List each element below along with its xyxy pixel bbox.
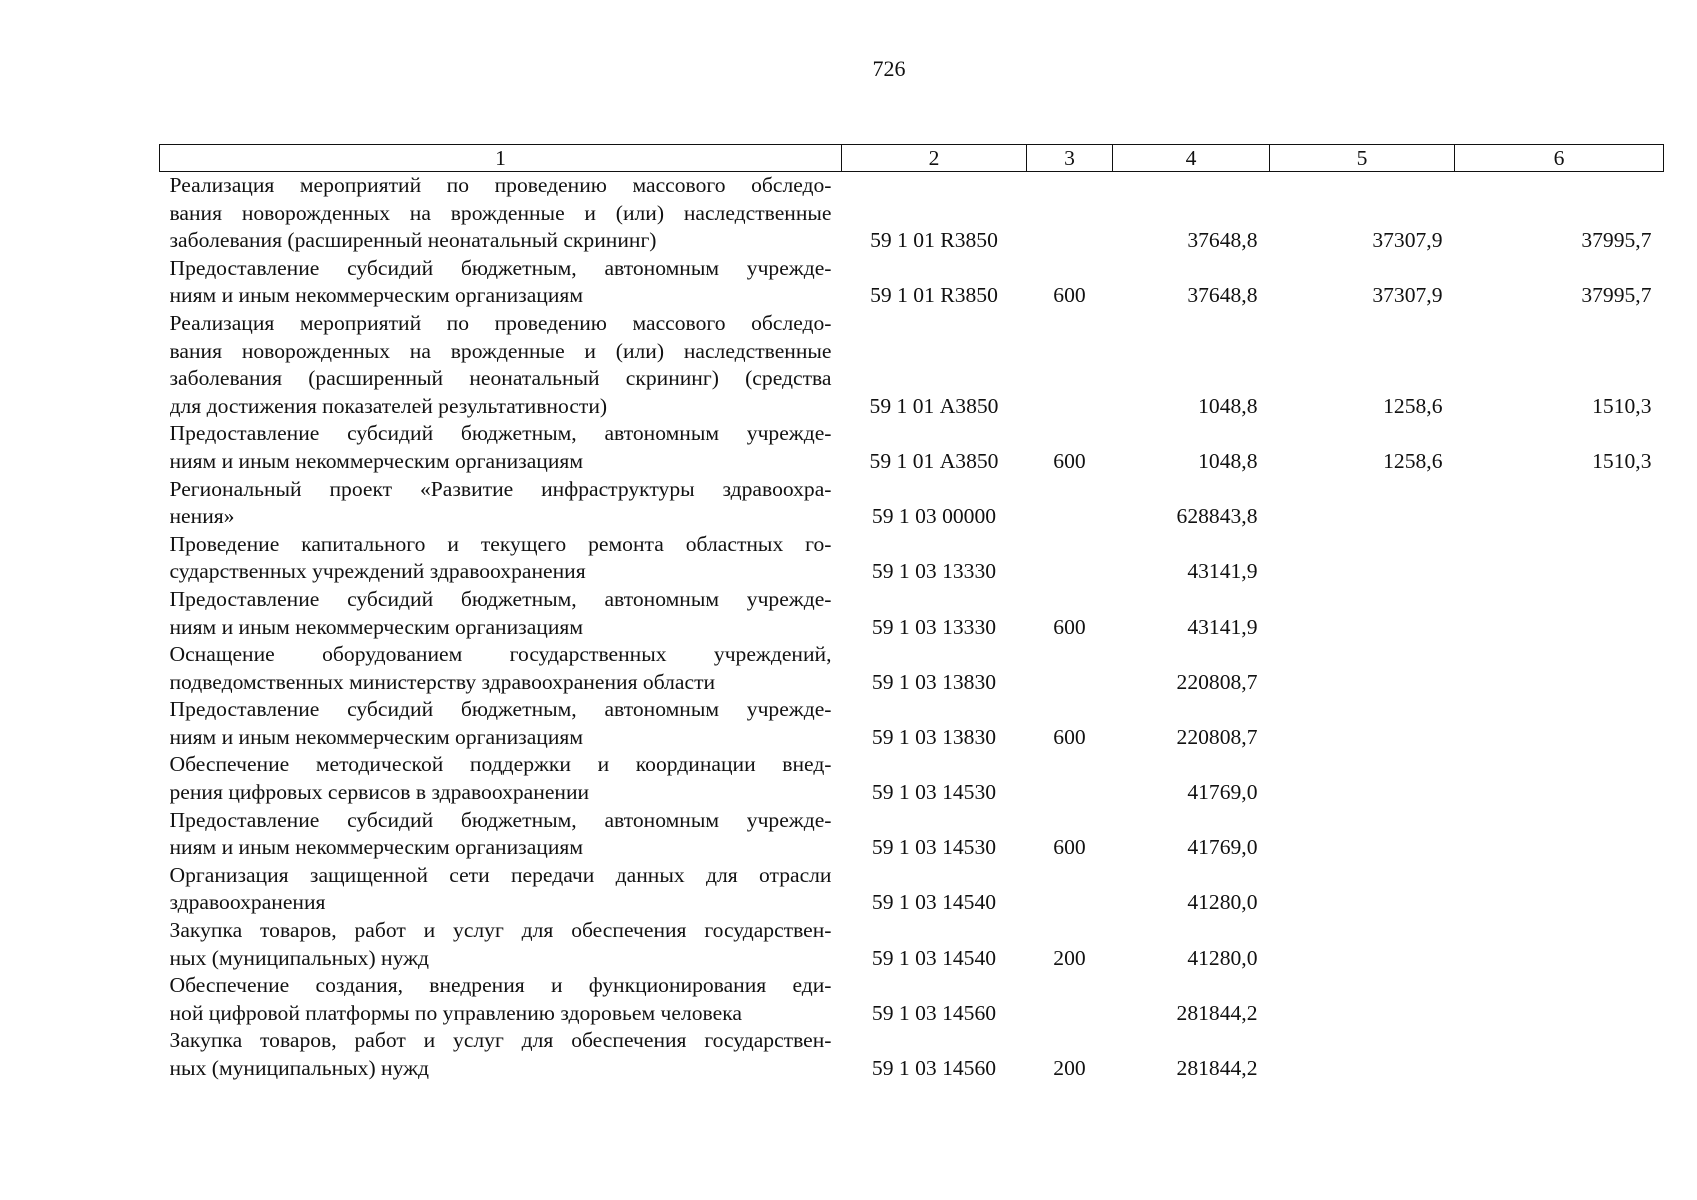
row-description <box>160 310 842 420</box>
amount-col-5 <box>1270 862 1455 917</box>
table-row <box>160 255 1664 310</box>
description-line: ниям и иным некоммерческим организациям <box>169 835 583 860</box>
amount-col-4: 1048,8 <box>1198 448 1258 473</box>
expense-type-code <box>1027 476 1113 531</box>
amount-col-5 <box>1270 641 1455 696</box>
description-line: Обеспечение методической поддержки и координации внед- <box>169 752 832 777</box>
amount-col-4: 41280,0 <box>1187 890 1258 915</box>
amount-col-6 <box>1455 972 1664 1027</box>
expense-type-code <box>1027 310 1113 420</box>
table-row <box>160 586 1664 641</box>
table-row <box>160 972 1664 1027</box>
expense-type-code: 200 <box>1053 945 1086 970</box>
description-line: вания новорожденных на врожденные и (или) наследственные <box>169 338 832 363</box>
page-number: 726 <box>872 56 906 81</box>
description-line: здравоохранения <box>169 890 326 915</box>
description-line: Предоставление субсидий бюджетным, автономным учрежде- <box>169 586 832 611</box>
budget-table <box>159 144 1664 1083</box>
amount-col-4: 41769,0 <box>1187 835 1258 860</box>
description-line: Обеспечение создания, внедрения и функционирования еди- <box>169 973 832 998</box>
table-row <box>160 917 1664 972</box>
expense-type-code <box>1027 972 1113 1027</box>
description-line: Оснащение оборудованием государственных учреждений, <box>169 642 832 667</box>
amount-col-4: 1048,8 <box>1198 393 1258 418</box>
column-header-6: 6 <box>1455 145 1664 172</box>
amount-col-5 <box>1270 917 1455 972</box>
amount-col-5 <box>1270 807 1455 862</box>
row-description <box>160 807 842 862</box>
amount-col-4: 37648,8 <box>1187 228 1258 253</box>
expense-type-code: 600 <box>1053 835 1086 860</box>
description-line: Реализация мероприятий по проведению массового обследо- <box>169 173 832 197</box>
amount-col-4: 37648,8 <box>1187 283 1258 308</box>
description-line: ниям и иным некоммерческим организациям <box>169 283 583 308</box>
expense-type-code <box>1027 641 1113 696</box>
description-line: ниям и иным некоммерческим организациям <box>169 448 583 473</box>
table-row <box>160 310 1664 420</box>
amount-col-5 <box>1270 1027 1455 1082</box>
description-line: ных (муниципальных) нужд <box>169 945 430 970</box>
description-line: нения» <box>169 504 235 529</box>
amount-col-4: 628843,8 <box>1176 504 1258 529</box>
amount-col-6 <box>1455 476 1664 531</box>
amount-col-5 <box>1270 476 1455 531</box>
target-article-code: 59 1 01 А3850 <box>869 448 999 473</box>
description-line: подведомственных министерству здравоохранения области <box>169 669 716 694</box>
target-article-code: 59 1 03 14530 <box>871 835 997 860</box>
amount-col-4: 281844,2 <box>1176 1000 1258 1025</box>
target-article-code: 59 1 03 14540 <box>871 890 997 915</box>
amount-col-6 <box>1455 917 1664 972</box>
amount-col-6: 37995,7 <box>1581 228 1652 253</box>
table-row <box>160 751 1664 806</box>
amount-col-6 <box>1455 586 1664 641</box>
target-article-code: 59 1 03 13330 <box>871 559 997 584</box>
amount-col-5: 37307,9 <box>1372 228 1443 253</box>
amount-col-5: 1258,6 <box>1383 448 1443 473</box>
amount-col-4: 41769,0 <box>1187 780 1258 805</box>
amount-col-4: 41280,0 <box>1187 945 1258 970</box>
amount-col-4: 43141,9 <box>1187 559 1258 584</box>
column-header-4: 4 <box>1113 145 1270 172</box>
description-line: ной цифровой платформы по управлению здоровьем человека <box>169 1000 742 1025</box>
description-line: Региональный проект «Развитие инфраструктуры здравоохра- <box>169 476 832 501</box>
target-article-code: 59 1 03 13830 <box>871 724 997 749</box>
description-line: Предоставление субсидий бюджетным, автономным учрежде- <box>169 697 832 722</box>
amount-col-6 <box>1455 862 1664 917</box>
row-description <box>160 696 842 751</box>
column-header-1: 1 <box>160 145 842 172</box>
description-line: для достижения показателей результативности) <box>169 393 608 418</box>
description-line: рения цифровых сервисов в здравоохранении <box>169 780 590 805</box>
expense-type-code: 600 <box>1053 448 1086 473</box>
amount-col-5 <box>1270 531 1455 586</box>
expense-type-code: 600 <box>1053 724 1086 749</box>
table-row <box>160 1027 1664 1082</box>
target-article-code: 59 1 03 14540 <box>871 945 997 970</box>
target-article-code: 59 1 03 00000 <box>871 504 997 529</box>
row-description <box>160 972 842 1027</box>
row-description <box>160 172 842 255</box>
description-line: ниям и иным некоммерческим организациям <box>169 724 583 749</box>
expense-type-code <box>1027 172 1113 255</box>
row-description <box>160 862 842 917</box>
amount-col-6 <box>1455 751 1664 806</box>
amount-col-6 <box>1455 1027 1664 1082</box>
table-row <box>160 641 1664 696</box>
row-description <box>160 641 842 696</box>
amount-col-5 <box>1270 696 1455 751</box>
description-line: Закупка товаров, работ и услуг для обеспечения государствен- <box>169 918 832 943</box>
description-line: вания новорожденных на врожденные и (или) наследственные <box>169 200 832 225</box>
table-row <box>160 696 1664 751</box>
expense-type-code: 600 <box>1053 283 1086 308</box>
table-row <box>160 807 1664 862</box>
target-article-code: 59 1 03 13830 <box>871 669 997 694</box>
amount-col-4: 43141,9 <box>1187 614 1258 639</box>
amount-col-5: 37307,9 <box>1372 283 1443 308</box>
description-line: Предоставление субсидий бюджетным, автономным учрежде- <box>169 421 832 446</box>
description-line: Проведение капитального и текущего ремонта областных го- <box>169 531 832 556</box>
expense-type-code: 600 <box>1053 614 1086 639</box>
row-description <box>160 420 842 475</box>
row-description <box>160 1027 842 1082</box>
target-article-code: 59 1 01 R3850 <box>870 283 998 308</box>
amount-col-6: 37995,7 <box>1581 283 1652 308</box>
amount-col-6 <box>1455 696 1664 751</box>
amount-col-5: 1258,6 <box>1383 393 1443 418</box>
row-description <box>160 751 842 806</box>
table-row <box>160 531 1664 586</box>
amount-col-4: 220808,7 <box>1176 669 1258 694</box>
description-line: сударственных учреждений здравоохранения <box>169 559 586 584</box>
amount-col-4: 220808,7 <box>1176 724 1258 749</box>
table-row <box>160 172 1664 255</box>
column-header-3: 3 <box>1027 145 1113 172</box>
description-line: ниям и иным некоммерческим организациям <box>169 614 583 639</box>
expense-type-code: 200 <box>1053 1056 1086 1080</box>
description-line: Организация защищенной сети передачи данных для отрасли <box>169 862 832 887</box>
row-description <box>160 917 842 972</box>
row-description <box>160 531 842 586</box>
row-description <box>160 476 842 531</box>
description-line: ных (муниципальных) нужд <box>169 1056 430 1080</box>
description-line: Реализация мероприятий по проведению массового обследо- <box>169 310 832 335</box>
table-row <box>160 862 1664 917</box>
description-line: Предоставление субсидий бюджетным, автономным учрежде- <box>169 807 832 832</box>
column-number-header-row <box>160 145 1664 172</box>
target-article-code: 59 1 01 R3850 <box>870 228 998 253</box>
expense-type-code <box>1027 531 1113 586</box>
column-header-5: 5 <box>1270 145 1455 172</box>
expense-type-code <box>1027 862 1113 917</box>
table-row <box>160 476 1664 531</box>
column-header-2: 2 <box>842 145 1027 172</box>
amount-col-5 <box>1270 972 1455 1027</box>
amount-col-6: 1510,3 <box>1592 393 1652 418</box>
amount-col-6 <box>1455 641 1664 696</box>
target-article-code: 59 1 03 14560 <box>871 1000 997 1025</box>
target-article-code: 59 1 03 13330 <box>871 614 997 639</box>
expense-type-code <box>1027 751 1113 806</box>
row-description <box>160 586 842 641</box>
description-line: Закупка товаров, работ и услуг для обеспечения государствен- <box>169 1028 832 1053</box>
amount-col-6: 1510,3 <box>1592 448 1652 473</box>
amount-col-4: 281844,2 <box>1176 1056 1258 1080</box>
description-line: заболевания (расширенный неонатальный скрининг) (средства <box>169 366 832 391</box>
amount-col-6 <box>1455 531 1664 586</box>
amount-col-6 <box>1455 807 1664 862</box>
amount-col-5 <box>1270 586 1455 641</box>
row-description <box>160 255 842 310</box>
description-line: Предоставление субсидий бюджетным, автономным учрежде- <box>169 255 832 280</box>
target-article-code: 59 1 03 14560 <box>871 1056 997 1080</box>
target-article-code: 59 1 01 А3850 <box>869 393 999 418</box>
description-line: заболевания (расширенный неонатальный скрининг) <box>169 228 657 253</box>
amount-col-5 <box>1270 751 1455 806</box>
target-article-code: 59 1 03 14530 <box>871 780 997 805</box>
table-row <box>160 420 1664 475</box>
